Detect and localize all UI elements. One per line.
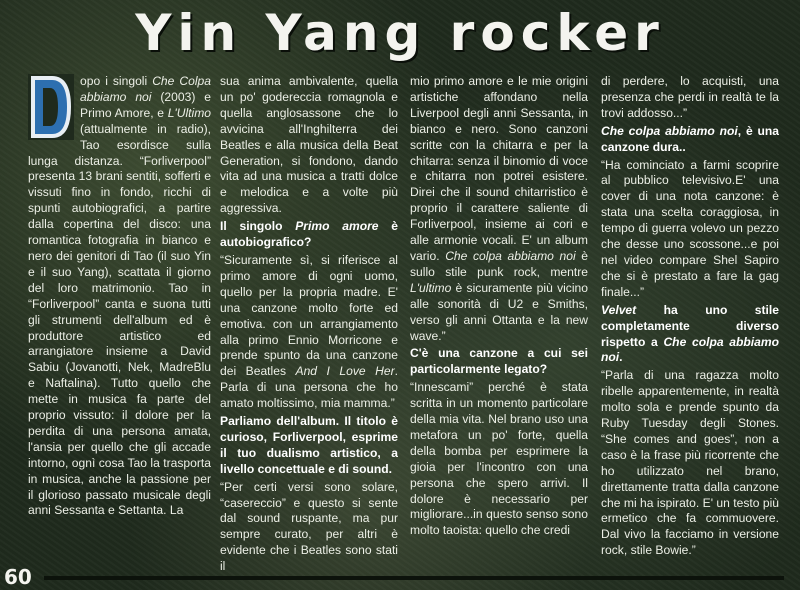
paragraph: opo i singoli Che Colpa abbiamo noi (2003) e Primo Amore, e L'Ultimo (attualmente in radio), Tao esordisce sulla lunga distanza. “Forliverpool” presenta 13 brani sentiti, sofferti e vissuti fino in fondo, ricchi di spunti autobiografici, a partire dalla copertina del disco: una romantica fotografia in bianco e nero dei genitori di Tao (il suo Yin e il suo Yang), scattata il giorno del loro matrimonio. Tao in “Forliverpool” canta e suona tutti gli strumenti dell'album ed è produttore artistico ed arrangiatore insieme a David Sabiu (Jovanotti, Nek, MadreBlu e Naftalina). Tutto quello che mette in musica fa parte del proprio vissuto: il dolore per la perdita di una persona amata, l'ansia per quello che gli accade intorno, ognì cosa Tao la trasporta in musica, anche la passione per il glorioso passato musicale degli anni Sessanta e Settanta. La: [28, 74, 211, 518]
paragraph: “Per certi versi sono solare, “casereccio” e questo si sente dal sound ruspante, ma pur sempre curato, per altri è evidente che i Beatles sono stati il: [220, 479, 398, 574]
interview-question: Che colpa abbiamo noi, è una canzone dura..: [601, 123, 779, 154]
article-column-1: [28, 74, 211, 574]
interview-question: Velvet ha uno stile completamente diverso rispetto a Che colpa abbiamo noi.: [601, 302, 779, 365]
interview-question: Parliamo dell'album. Il titolo è curioso, Forliverpool, esprime il tuo dualismo artistico, a livello concettuale e di sound.: [220, 414, 398, 476]
paragraph: sua anima ambivalente, quella un po' godereccia romagnola e quella anglosassone che lo avvicina all'Inghilterra dei Beatles e alla musica della Beat Generation, si fondono, dando vita ad una musica a tratti dolce e melodica e a volte più aggressiva.: [220, 74, 398, 216]
paragraph: “Parla di una ragazza molto ribelle apparentemente, in realtà molto sola e prende spunto da Ruby Tuesday degli Stones. “She comes and goes”, non a caso è la frase più ricorrente che ho utilizzato nel brano, direttamente tratta dalla canzone che mi ha ispirato. E' un testo più ermetico che fa commuovere. Dal vivo la facciamo in versione rock, stile Bowie.”: [601, 368, 779, 558]
paragraph: “Innescami” perché è stata scritta in un momento particolare della mia vita. Nel brano uso una metafora un po' forte, quella della bomba per esprimere la gioia per l'incontro con una persona che spero arrivi. Il dolore è necessario per migliorare...in questo senso sono molto taoista: quello che credi: [410, 380, 588, 538]
paragraph: di perdere, lo acquisti, una presenza che perdi in realtà te la trovi addosso...”: [601, 74, 779, 120]
dropcap-d-letter: [28, 74, 74, 140]
article-column-2: [220, 74, 398, 574]
article-headline: Yin Yang rocker: [135, 4, 665, 62]
paragraph: “Ha cominciato a farmi scoprire al pubblico televisivo.E' una cover di una nota canzone: è stata una scelta coraggiosa, in tempo di guerra volevo un pezzo che desse uno scossone...e poi nel video compare Shel Sapiro che si è prestato a fare la gag finale...”: [601, 157, 779, 299]
interview-question: C'è una canzone a cui sei particolarmente legato?: [410, 346, 588, 377]
page-number: 60: [4, 565, 32, 589]
article-column-3: [410, 74, 588, 574]
article-column-4: [601, 74, 779, 574]
page-footer-bar: [44, 576, 784, 580]
paragraph: mio primo amore e le mie origini artistiche affondano nella Liverpool degli anni Sessanta, in bianco e nero. Sono canzoni scritte con la chitarra e per la chitarra: senza il binomio di voce e chitarra non potrei esistere. Direi che il sound chitarristico è proprio il carattere saliente di Forliverpool, insieme ai cori e alle armonie vocali. E' un album vario. Che colpa abbiamo noi è sullo stile punk rock, mentre L'ultimo è sicuramente più vicino alle sonorità di U2 e Smiths, verso gli anni Ottanta e la new wave.”: [410, 74, 588, 343]
interview-question: Il singolo Primo amore è autobiografico?: [220, 219, 398, 250]
paragraph: “Sicuramente sì, si riferisce al primo amore di ogni uomo, quello per la propria madre. E' una canzone molto forte ed emotiva. con un arrangiamento alla primo Ennio Morricone e prende spunto da una canzone dei Beatles And I Love Her. Parla di una persona che ho amato moltissimo, mia mamma.”: [220, 252, 398, 411]
